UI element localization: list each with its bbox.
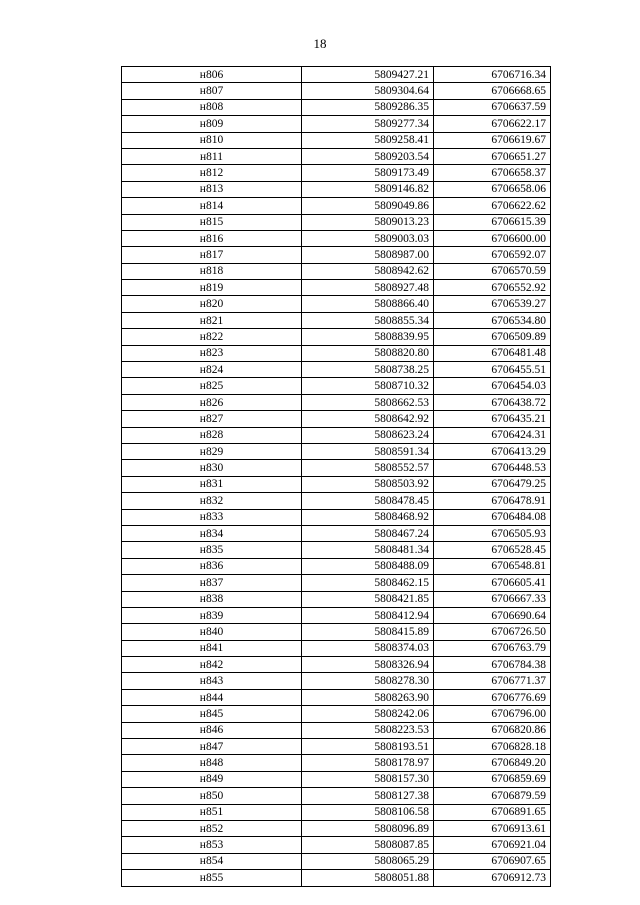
x-coordinate-cell: 5809146.82 — [302, 181, 434, 197]
y-coordinate-cell: 6706913.61 — [434, 820, 551, 836]
point-id-cell: н839 — [122, 607, 302, 623]
x-coordinate-cell: 5808263.90 — [302, 689, 434, 705]
x-coordinate-cell: 5808051.88 — [302, 870, 434, 886]
y-coordinate-cell: 6706849.20 — [434, 755, 551, 771]
table-row — [122, 820, 551, 836]
x-coordinate-cell: 5809277.34 — [302, 116, 434, 132]
point-id-cell: н841 — [122, 640, 302, 656]
point-id-cell: н831 — [122, 476, 302, 492]
y-coordinate-cell: 6706651.27 — [434, 148, 551, 164]
point-id-cell: н834 — [122, 525, 302, 541]
y-coordinate-cell: 6706796.00 — [434, 706, 551, 722]
y-coordinate-cell: 6706879.59 — [434, 788, 551, 804]
point-id-cell: н808 — [122, 99, 302, 115]
point-id-cell: н806 — [122, 67, 302, 83]
x-coordinate-cell: 5808642.92 — [302, 411, 434, 427]
table-row — [122, 411, 551, 427]
y-coordinate-cell: 6706448.53 — [434, 460, 551, 476]
point-id-cell: н842 — [122, 657, 302, 673]
y-coordinate-cell: 6706600.00 — [434, 230, 551, 246]
x-coordinate-cell: 5808412.94 — [302, 607, 434, 623]
y-coordinate-cell: 6706776.69 — [434, 689, 551, 705]
coordinates-table — [121, 66, 551, 887]
table-row — [122, 427, 551, 443]
table-row — [122, 460, 551, 476]
x-coordinate-cell: 5808415.89 — [302, 624, 434, 640]
x-coordinate-cell: 5808278.30 — [302, 673, 434, 689]
point-id-cell: н850 — [122, 788, 302, 804]
table-row — [122, 607, 551, 623]
table-row — [122, 575, 551, 591]
y-coordinate-cell: 6706454.03 — [434, 378, 551, 394]
y-coordinate-cell: 6706921.04 — [434, 837, 551, 853]
y-coordinate-cell: 6706509.89 — [434, 329, 551, 345]
x-coordinate-cell: 5808710.32 — [302, 378, 434, 394]
table-row — [122, 771, 551, 787]
point-id-cell: н843 — [122, 673, 302, 689]
table-row — [122, 673, 551, 689]
x-coordinate-cell: 5809304.64 — [302, 83, 434, 99]
table-row — [122, 443, 551, 459]
x-coordinate-cell: 5808552.57 — [302, 460, 434, 476]
table-row — [122, 378, 551, 394]
point-id-cell: н846 — [122, 722, 302, 738]
point-id-cell: н813 — [122, 181, 302, 197]
x-coordinate-cell: 5808591.34 — [302, 443, 434, 459]
y-coordinate-cell: 6706828.18 — [434, 739, 551, 755]
table-row — [122, 755, 551, 771]
x-coordinate-cell: 5808488.09 — [302, 558, 434, 574]
table-row — [122, 132, 551, 148]
point-id-cell: н830 — [122, 460, 302, 476]
y-coordinate-cell: 6706763.79 — [434, 640, 551, 656]
y-coordinate-cell: 6706784.38 — [434, 657, 551, 673]
point-id-cell: н820 — [122, 296, 302, 312]
point-id-cell: н835 — [122, 542, 302, 558]
point-id-cell: н807 — [122, 83, 302, 99]
point-id-cell: н829 — [122, 443, 302, 459]
table-row — [122, 870, 551, 886]
table-row — [122, 116, 551, 132]
x-coordinate-cell: 5808421.85 — [302, 591, 434, 607]
table-row — [122, 198, 551, 214]
point-id-cell: н818 — [122, 263, 302, 279]
x-coordinate-cell: 5808662.53 — [302, 394, 434, 410]
point-id-cell: н854 — [122, 853, 302, 869]
point-id-cell: н840 — [122, 624, 302, 640]
x-coordinate-cell: 5808866.40 — [302, 296, 434, 312]
table-row — [122, 804, 551, 820]
point-id-cell: н825 — [122, 378, 302, 394]
point-id-cell: н855 — [122, 870, 302, 886]
y-coordinate-cell: 6706534.80 — [434, 312, 551, 328]
y-coordinate-cell: 6706667.33 — [434, 591, 551, 607]
point-id-cell: н814 — [122, 198, 302, 214]
point-id-cell: н824 — [122, 362, 302, 378]
y-coordinate-cell: 6706481.48 — [434, 345, 551, 361]
point-id-cell: н817 — [122, 247, 302, 263]
x-coordinate-cell: 5808855.34 — [302, 312, 434, 328]
y-coordinate-cell: 6706820.86 — [434, 722, 551, 738]
table-row — [122, 640, 551, 656]
y-coordinate-cell: 6706622.17 — [434, 116, 551, 132]
point-id-cell: н851 — [122, 804, 302, 820]
x-coordinate-cell: 5808065.29 — [302, 853, 434, 869]
point-id-cell: н844 — [122, 689, 302, 705]
y-coordinate-cell: 6706912.73 — [434, 870, 551, 886]
table-row — [122, 263, 551, 279]
y-coordinate-cell: 6706716.34 — [434, 67, 551, 83]
x-coordinate-cell: 5809049.86 — [302, 198, 434, 214]
point-id-cell: н810 — [122, 132, 302, 148]
point-id-cell: н823 — [122, 345, 302, 361]
x-coordinate-cell: 5808223.53 — [302, 722, 434, 738]
point-id-cell: н812 — [122, 165, 302, 181]
y-coordinate-cell: 6706615.39 — [434, 214, 551, 230]
table-row — [122, 280, 551, 296]
x-coordinate-cell: 5808927.48 — [302, 280, 434, 296]
table-row — [122, 247, 551, 263]
x-coordinate-cell: 5808623.24 — [302, 427, 434, 443]
point-id-cell: н838 — [122, 591, 302, 607]
x-coordinate-cell: 5808942.62 — [302, 263, 434, 279]
x-coordinate-cell: 5809013.23 — [302, 214, 434, 230]
y-coordinate-cell: 6706539.27 — [434, 296, 551, 312]
table-row — [122, 394, 551, 410]
x-coordinate-cell: 5808987.00 — [302, 247, 434, 263]
point-id-cell: н821 — [122, 312, 302, 328]
x-coordinate-cell: 5809427.21 — [302, 67, 434, 83]
x-coordinate-cell: 5808326.94 — [302, 657, 434, 673]
table-row — [122, 706, 551, 722]
x-coordinate-cell: 5808374.03 — [302, 640, 434, 656]
x-coordinate-cell: 5808738.25 — [302, 362, 434, 378]
y-coordinate-cell: 6706605.41 — [434, 575, 551, 591]
y-coordinate-cell: 6706668.65 — [434, 83, 551, 99]
x-coordinate-cell: 5808820.80 — [302, 345, 434, 361]
y-coordinate-cell: 6706622.62 — [434, 198, 551, 214]
y-coordinate-cell: 6706438.72 — [434, 394, 551, 410]
x-coordinate-cell: 5808178.97 — [302, 755, 434, 771]
point-id-cell: н833 — [122, 509, 302, 525]
point-id-cell: н837 — [122, 575, 302, 591]
point-id-cell: н847 — [122, 739, 302, 755]
y-coordinate-cell: 6706435.21 — [434, 411, 551, 427]
table-row — [122, 181, 551, 197]
table-row — [122, 230, 551, 246]
table-row — [122, 476, 551, 492]
x-coordinate-cell: 5809173.49 — [302, 165, 434, 181]
table-row — [122, 165, 551, 181]
x-coordinate-cell: 5808481.34 — [302, 542, 434, 558]
y-coordinate-cell: 6706424.31 — [434, 427, 551, 443]
point-id-cell: н845 — [122, 706, 302, 722]
y-coordinate-cell: 6706658.06 — [434, 181, 551, 197]
point-id-cell: н816 — [122, 230, 302, 246]
point-id-cell: н826 — [122, 394, 302, 410]
x-coordinate-cell: 5808157.30 — [302, 771, 434, 787]
x-coordinate-cell: 5808242.06 — [302, 706, 434, 722]
table-row — [122, 525, 551, 541]
x-coordinate-cell: 5808127.38 — [302, 788, 434, 804]
x-coordinate-cell: 5809003.03 — [302, 230, 434, 246]
x-coordinate-cell: 5809286.35 — [302, 99, 434, 115]
table-row — [122, 509, 551, 525]
table-row — [122, 657, 551, 673]
y-coordinate-cell: 6706690.64 — [434, 607, 551, 623]
point-id-cell: н852 — [122, 820, 302, 836]
y-coordinate-cell: 6706592.07 — [434, 247, 551, 263]
table-row — [122, 542, 551, 558]
table-row — [122, 837, 551, 853]
coordinates-table-body — [122, 67, 551, 887]
table-row — [122, 214, 551, 230]
x-coordinate-cell: 5808193.51 — [302, 739, 434, 755]
table-row — [122, 591, 551, 607]
table-row — [122, 689, 551, 705]
table-row — [122, 312, 551, 328]
y-coordinate-cell: 6706479.25 — [434, 476, 551, 492]
table-row — [122, 362, 551, 378]
y-coordinate-cell: 6706907.65 — [434, 853, 551, 869]
y-coordinate-cell: 6706528.45 — [434, 542, 551, 558]
table-row — [122, 493, 551, 509]
y-coordinate-cell: 6706570.59 — [434, 263, 551, 279]
x-coordinate-cell: 5808096.89 — [302, 820, 434, 836]
y-coordinate-cell: 6706891.65 — [434, 804, 551, 820]
table-row — [122, 148, 551, 164]
x-coordinate-cell: 5808503.92 — [302, 476, 434, 492]
y-coordinate-cell: 6706552.92 — [434, 280, 551, 296]
point-id-cell: н828 — [122, 427, 302, 443]
table-row — [122, 329, 551, 345]
y-coordinate-cell: 6706455.51 — [434, 362, 551, 378]
x-coordinate-cell: 5809258.41 — [302, 132, 434, 148]
y-coordinate-cell: 6706619.67 — [434, 132, 551, 148]
table-row — [122, 296, 551, 312]
point-id-cell: н822 — [122, 329, 302, 345]
page-number: 18 — [313, 36, 327, 51]
table-row — [122, 83, 551, 99]
table-row — [122, 67, 551, 83]
y-coordinate-cell: 6706505.93 — [434, 525, 551, 541]
y-coordinate-cell: 6706413.29 — [434, 443, 551, 459]
table-row — [122, 739, 551, 755]
y-coordinate-cell: 6706478.91 — [434, 493, 551, 509]
point-id-cell: н827 — [122, 411, 302, 427]
point-id-cell: н809 — [122, 116, 302, 132]
y-coordinate-cell: 6706548.81 — [434, 558, 551, 574]
table-row — [122, 558, 551, 574]
x-coordinate-cell: 5808839.95 — [302, 329, 434, 345]
point-id-cell: н853 — [122, 837, 302, 853]
x-coordinate-cell: 5808478.45 — [302, 493, 434, 509]
point-id-cell: н836 — [122, 558, 302, 574]
y-coordinate-cell: 6706637.59 — [434, 99, 551, 115]
point-id-cell: н832 — [122, 493, 302, 509]
table-row — [122, 624, 551, 640]
table-row — [122, 99, 551, 115]
y-coordinate-cell: 6706658.37 — [434, 165, 551, 181]
y-coordinate-cell: 6706859.69 — [434, 771, 551, 787]
x-coordinate-cell: 5808468.92 — [302, 509, 434, 525]
y-coordinate-cell: 6706484.08 — [434, 509, 551, 525]
y-coordinate-cell: 6706771.37 — [434, 673, 551, 689]
point-id-cell: н815 — [122, 214, 302, 230]
table-row — [122, 788, 551, 804]
x-coordinate-cell: 5808467.24 — [302, 525, 434, 541]
x-coordinate-cell: 5808106.58 — [302, 804, 434, 820]
y-coordinate-cell: 6706726.50 — [434, 624, 551, 640]
point-id-cell: н819 — [122, 280, 302, 296]
point-id-cell: н849 — [122, 771, 302, 787]
x-coordinate-cell: 5808462.15 — [302, 575, 434, 591]
point-id-cell: н848 — [122, 755, 302, 771]
table-row — [122, 722, 551, 738]
point-id-cell: н811 — [122, 148, 302, 164]
table-row — [122, 345, 551, 361]
table-row — [122, 853, 551, 869]
x-coordinate-cell: 5809203.54 — [302, 148, 434, 164]
x-coordinate-cell: 5808087.85 — [302, 837, 434, 853]
